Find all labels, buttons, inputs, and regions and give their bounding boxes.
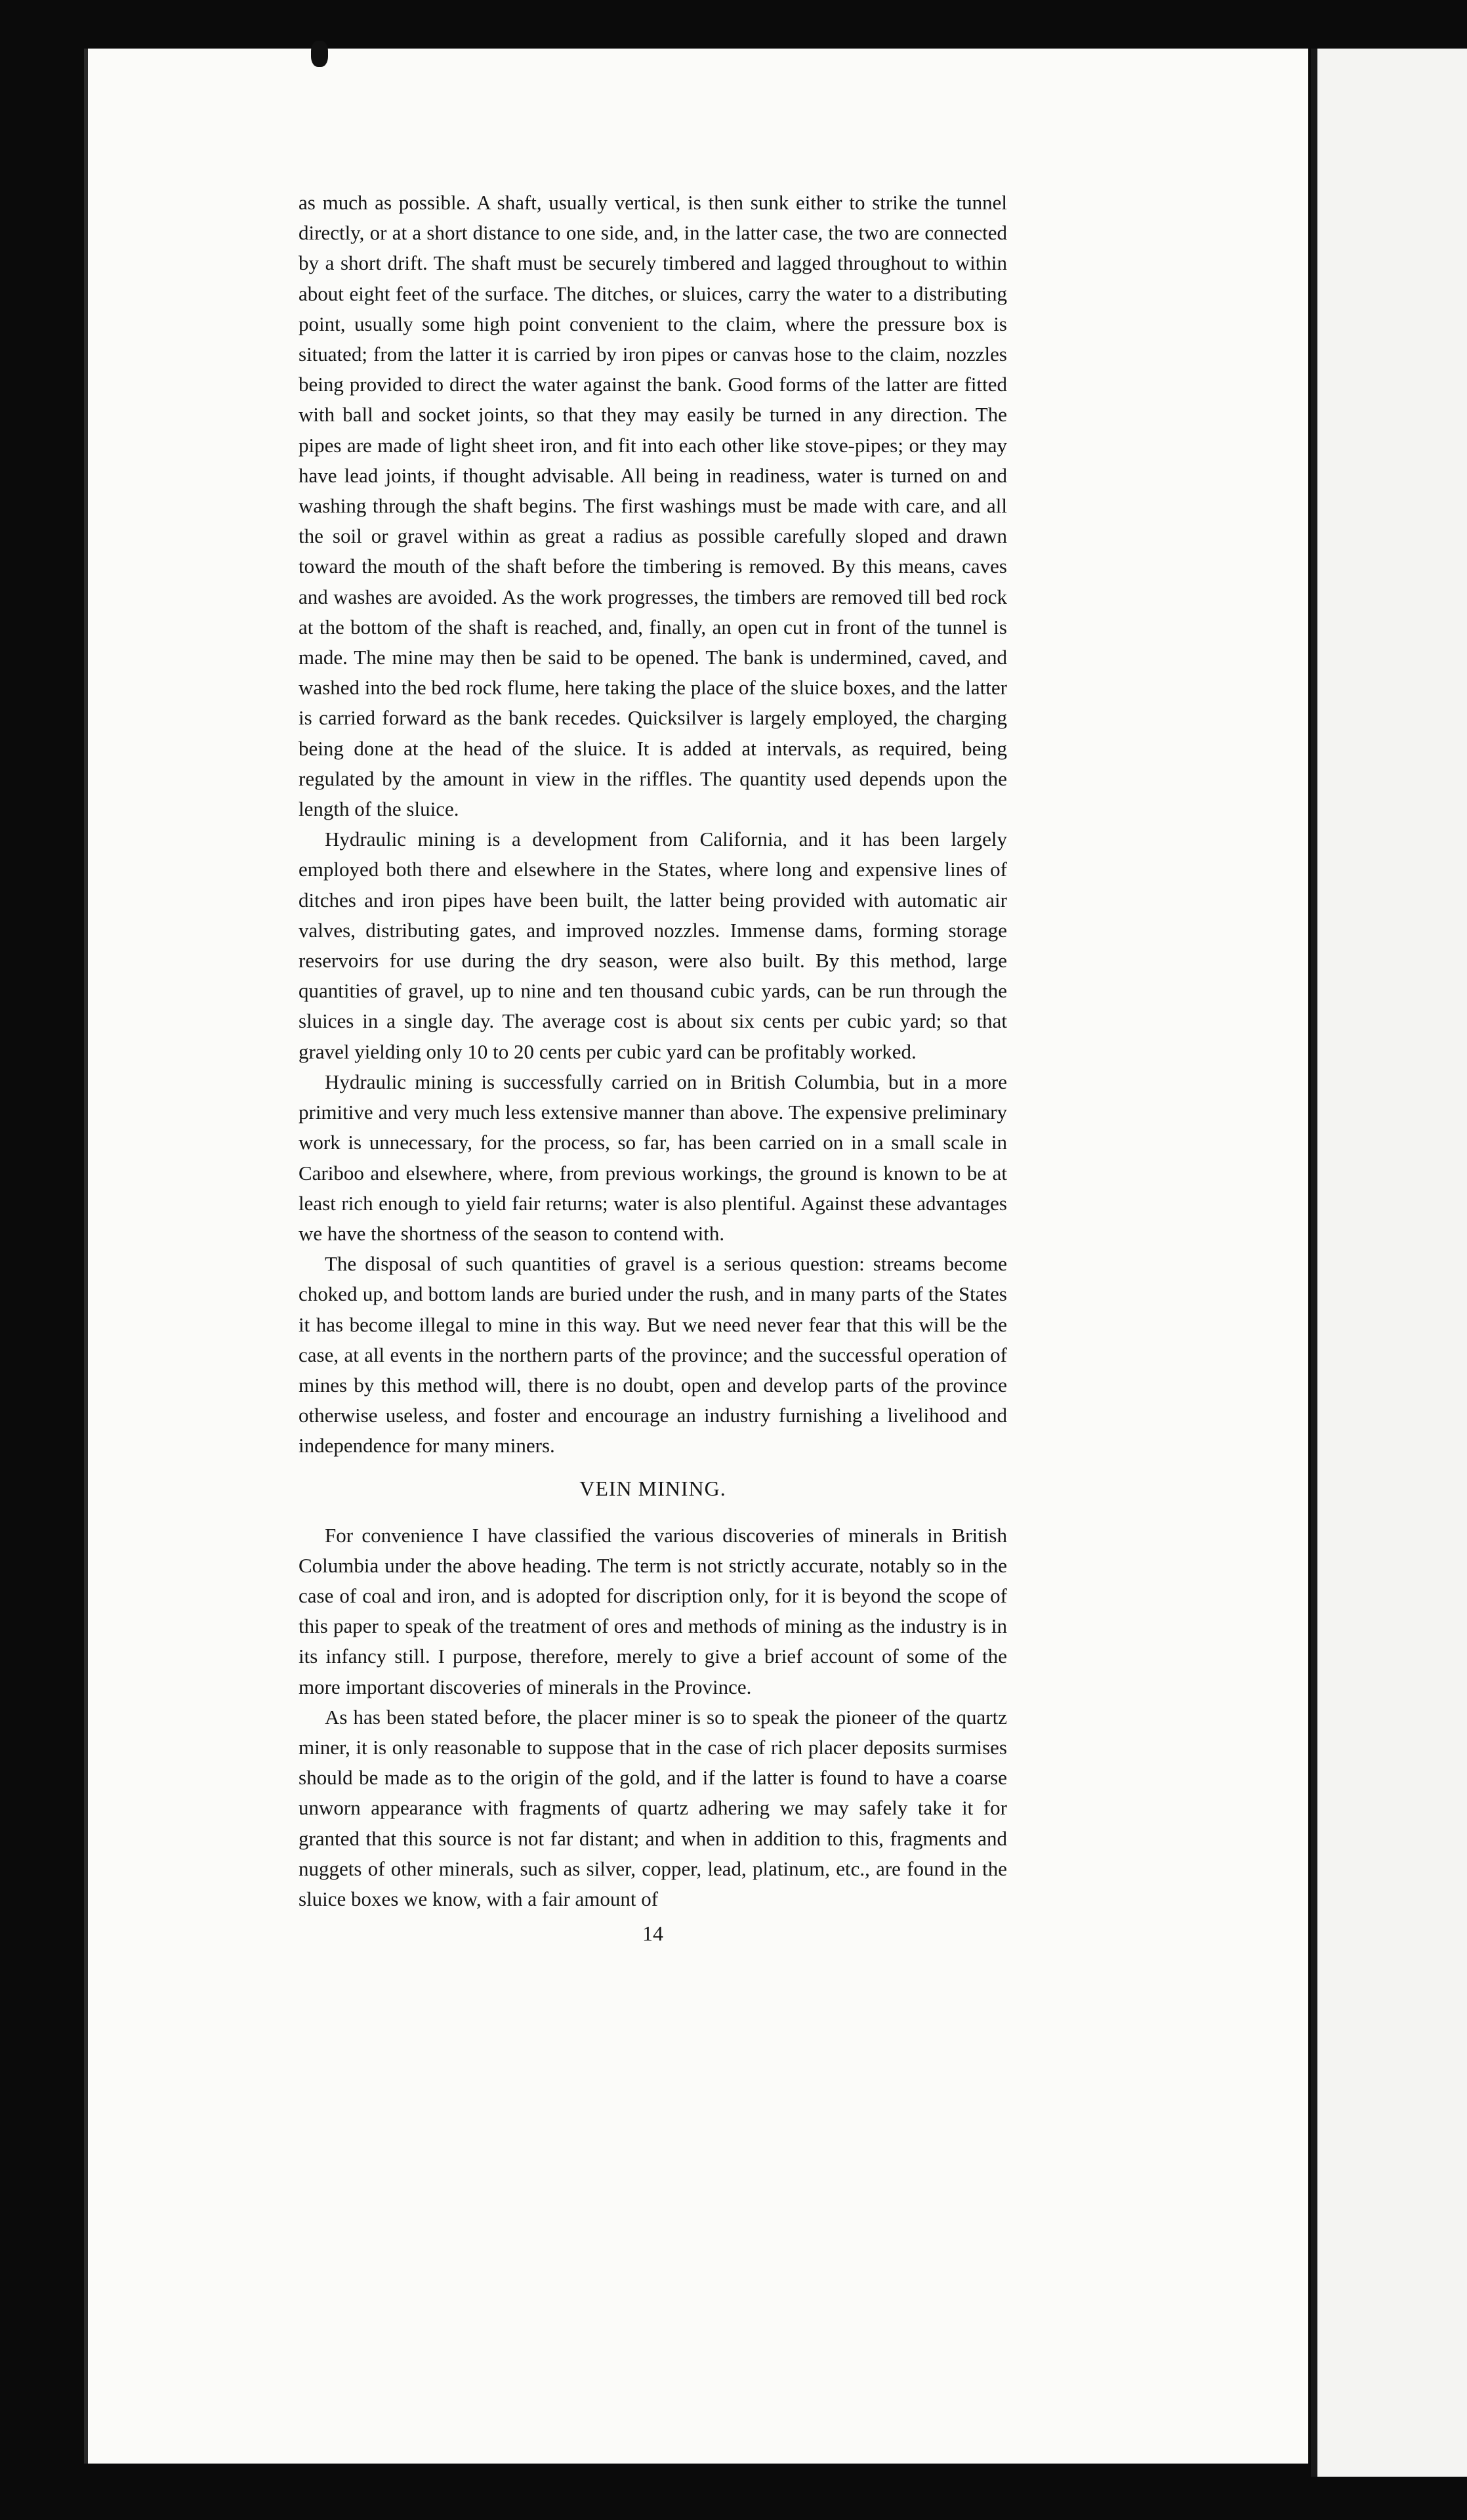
paragraph-5: For convenience I have classified the various discoveries of minerals in British Columbia under the above heading. The term is not strictly accurate, notably so in the case of coal and iron, and is adopted for discription only, for it is beyond the scope of this paper to speak of the treatment of ores and methods of mining as the industry is in its infancy still. I purpose, therefore, merely to give a brief account of some of the more important discoveries of minerals in the Province. — [299, 1523, 1007, 1698]
page-content — [299, 188, 1007, 1948]
ink-blot — [311, 41, 328, 67]
paragraph-6: As has been stated before, the placer miner is so to speak the pioneer of the quartz miner, it is only reasonable to suppose that in the case of rich placer deposits surmises should be made as to the origin of the gold, and if the latter is found to have a coarse unworn appearance with fragments of quartz adhering we may safely take it for granted that this source is not far distant; and when in addition to this, fragments and nuggets of other minerals, such as silver, copper, lead, platinum, etc., are found in the sluice boxes we know, with a fair amount of — [299, 1705, 1007, 1910]
paragraph-2: Hydraulic mining is a development from California, and it has been largely employed both there and elsewhere in the States, where long and expensive lines of ditches and iron pipes have been built, the latter being provided with automatic air valves, distributing gates, and improved nozzles. Immense dams, forming storage reservoirs for use during the dry season, were also built. By this method, large quantities of gravel, up to nine and ten thousand cubic yards, can be run through the sluices in a single day. The average cost is about six cents per cubic yard; so that gravel yielding only 10 to 20 cents per cubic yard can be profitably worked. — [299, 828, 1007, 1063]
page-number: 14 — [642, 1922, 663, 1946]
paragraph-1: as much as possible. A shaft, usually vertical, is then sunk either to strike the tunnel directly, or at a short distance to one side, and, in the latter case, the two are connected by a short drift. The shaft must be securely timbered and lagged throughout to within about eight feet of the surface. The ditches, or sluices, carry the water to a distributing point, usually some high point convenient to the claim, where the pressure box is situated; from the latter it is carried by iron pipes or canvas hose to the claim, nozzles being provided to direct the water against the bank. Good forms of the latter are fitted with ball and socket joints, so that they may easily be turned in any direction. The pipes are made of light sheet iron, and fit into each other like stove-pipes; or they may have lead joints, if thought advisable. All being in readiness, water is turned on and washing through the shaft begins. The first washings must be made with care, and all the soil or gravel within as great a radius as possible carefully sloped and drawn toward the mouth of the shaft before the timbering is removed. By this means, caves and washes are avoided. As the work progresses, the timbers are removed till bed rock at the bottom of the shaft is reached, and, finally, an open cut in front of the tunnel is made. The mine may then be said to be opened. The bank is undermined, caved, and washed into the bed rock flume, here taking the place of the sluice boxes, and the latter is carried forward as the bank recedes. Quicksilver is largely employed, the charging being done at the head of the sluice. It is added at intervals, as required, being regulated by the amount in view in the riffles. The quantity used depends upon the length of the sluice. — [299, 191, 1007, 821]
paragraph-4: The disposal of such quantities of gravel is a serious question: streams become choked up, and bottom lands are buried under the rush, and in many parts of the States it has become illegal to mine in this way. But we need never fear that this will be the case, at all events in the northern parts of the province; and the successful operation of mines by this method will, there is no doubt, open and develop parts of the province otherwise useless, and foster and encourage an industry furnishing a livelihood and independence for many miners. — [299, 1252, 1007, 1458]
scan-bottom-border — [0, 2474, 1467, 2520]
section-heading: VEIN MINING. — [579, 1476, 726, 1500]
adjacent-page-edge — [1311, 49, 1467, 2477]
paragraph-3: Hydraulic mining is successfully carried on in British Columbia, but in a more primitive and very much less extensive manner than above. The expensive preliminary work is unnecessary, for the process, so far, has been carried on in a small scale in Cariboo and elsewhere, where, from previous workings, the ground is known to be at least rich enough to yield fair returns; water is also plentiful. Against these advantages we have the shortness of the season to contend with. — [299, 1070, 1007, 1245]
